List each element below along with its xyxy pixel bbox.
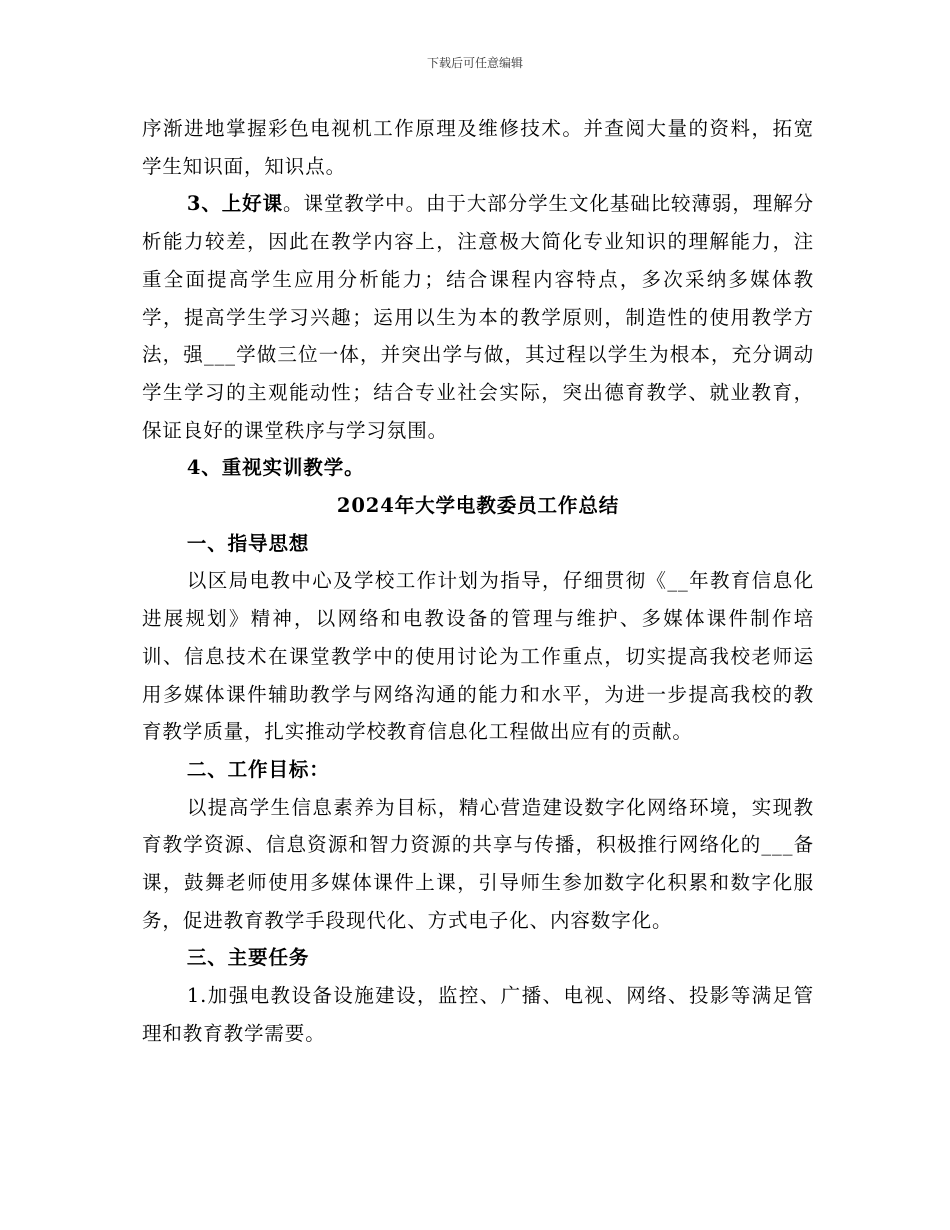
page-header-note: 下载后可任意编辑 xyxy=(426,56,523,70)
section-heading-guiding: 一、指导思想 xyxy=(186,531,310,555)
paragraph-text: 。课堂教学中。由于大部分学生文化基础比较薄弱，理解分析能力较差，因此在教学内容上，注意极大简化专业知识的理解能力，注重全面提高学生应用分析能力；结合课程内容特点，多次采纳多媒体教学，提高学生学习兴趣；运用以生为本的教学原则，制造性的使用教学方法，强___学做三位一体，并突出学与做，其过程以学生为根本，充分调动学生学习的主观能动性；结合专业社会实际，突出德育教学、就业教育，保证良好的课堂秩序与学习氛围。 xyxy=(142,192,814,442)
section-body-goals: 以提高学生信息素养为目标，精心营造建设数字化网络环境，实现教育教学资源、信息资源和智力资源的共享与传播，积极推行网络化的___备课，鼓舞老师使用多媒体课件上课，引导师生参加数字化积累和数字化服务，促进教育教学手段现代化、方式电子化、内容数字化。 xyxy=(142,795,814,932)
section-heading-goals: 二、工作目标： xyxy=(186,757,330,781)
paragraph-training: 4、重视实训教学。 xyxy=(186,456,365,480)
section-heading-tasks: 三、主要任务 xyxy=(186,946,310,970)
section-body-guiding: 以区局电教中心及学校工作计划为指导，仔细贯彻《__年教育信息化进展规划》精神，以网络和电教设备的管理与维护、多媒体课件制作培训、信息技术在课堂教学中的使用讨论为工作重点，切实提高我校老师运用多媒体课件辅助教学与网络沟通的能力和水平，为进一步提高我校的教育教学质量，扎实推动学校教育信息化工程做出应有的贡献。 xyxy=(142,569,814,744)
document-body xyxy=(142,110,814,1053)
document-title: 2024年大学电教委员工作总结 xyxy=(336,494,620,518)
section-item-1: 1.加强电教设备设施建设，监控、广播、电视、网络、投影等满足管理和教育教学需要。 xyxy=(142,984,814,1045)
paragraph-lead: 3、上好课 xyxy=(186,192,284,216)
paragraph-continuation: 序渐进地掌握彩色电视机工作原理及维修技术。并查阅大量的资料，拓宽学生知识面，知识点。 xyxy=(142,117,814,178)
paragraph-teaching xyxy=(142,185,814,449)
